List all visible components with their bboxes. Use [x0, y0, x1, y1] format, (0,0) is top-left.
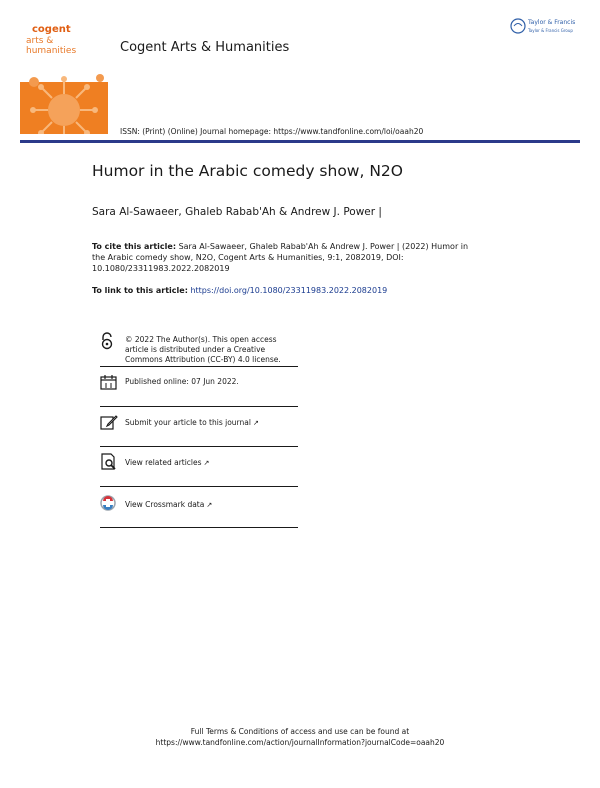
- row-divider: [100, 446, 298, 447]
- external-link-icon: ↗: [252, 419, 259, 427]
- article-title: Humor in the Arabic comedy show, N2O: [92, 162, 403, 180]
- crossmark-row[interactable]: [100, 486, 298, 528]
- cover-line-1: arts &: [26, 36, 54, 46]
- publisher-logo-icon: [510, 18, 526, 34]
- related-articles-link[interactable]: [125, 458, 209, 468]
- row-divider: [100, 406, 298, 407]
- footer-terms-text: Full Terms & Conditions of access and use can be found at: [190, 727, 410, 736]
- citation-block: [92, 241, 472, 274]
- journal-title: Cogent Arts & Humanities: [120, 40, 290, 55]
- calendar-icon: [100, 374, 118, 392]
- publisher-logo-text: Taylor & Francis: [528, 19, 576, 26]
- published-date: Published online: 07 Jun 2022.: [125, 377, 239, 386]
- related-articles-label: View related articles: [125, 458, 202, 467]
- external-link-icon: ↗: [206, 501, 213, 509]
- journal-homepage-link[interactable]: https://www.tandfonline.com/loi/oaah20: [273, 127, 424, 136]
- article-link-label: To link to this article:: [92, 286, 188, 295]
- document-search-icon: [100, 453, 118, 471]
- header-divider: [20, 140, 580, 143]
- author-list: Sara Al-Sawaeer, Ghaleb Rabab'Ah & Andrew J. Power |: [92, 206, 382, 218]
- issn-label: ISSN: (Print) (Online) Journal homepage:: [120, 127, 272, 136]
- publisher-logo-subtext: Taylor & Francis Group: [528, 28, 573, 33]
- article-link-line: [92, 286, 387, 295]
- submit-article-link[interactable]: [125, 418, 259, 428]
- publisher-logo[interactable]: [510, 16, 576, 40]
- open-access-lock-icon: [100, 332, 118, 350]
- license-text: © 2022 The Author(s). This open access article is distributed under a Creative Commons Attribution (CC-BY) 4.0 license.: [125, 335, 281, 364]
- crossmark-link[interactable]: [125, 500, 212, 510]
- citation-text: Sara Al-Sawaeer, Ghaleb Rabab'Ah & Andrew J. Power | (2022) Humor in the Arabic comedy show, N2O, Cogent Arts & Humanities, 9:1, 2082019, DOI: 10.1080/23311983.2022.2082019: [92, 242, 469, 273]
- cover-brand: cogent: [32, 24, 71, 35]
- related-row[interactable]: [100, 446, 298, 486]
- journal-cover: [20, 20, 108, 134]
- crossmark-label: View Crossmark data: [125, 500, 205, 509]
- footer: [0, 726, 600, 748]
- submit-row[interactable]: [100, 406, 298, 446]
- row-divider: [100, 366, 298, 367]
- row-divider: [100, 527, 298, 528]
- cover-line-2: humanities: [26, 46, 77, 56]
- published-row: [100, 366, 298, 406]
- external-link-icon: ↗: [203, 459, 210, 467]
- virus-illustration-icon: [20, 70, 108, 134]
- submit-article-label: Submit your article to this journal: [125, 418, 251, 427]
- footer-terms-link[interactable]: https://www.tandfonline.com/action/journalInformation?journalCode=oaah20: [155, 738, 445, 747]
- article-doi-link[interactable]: https://doi.org/10.1080/23311983.2022.2082019: [190, 286, 388, 295]
- pencil-edit-icon: [100, 414, 118, 432]
- row-divider: [100, 486, 298, 487]
- crossmark-icon: [100, 495, 118, 513]
- citation-label: To cite this article:: [92, 242, 177, 251]
- license-row: [100, 330, 298, 368]
- issn-line: [120, 127, 423, 136]
